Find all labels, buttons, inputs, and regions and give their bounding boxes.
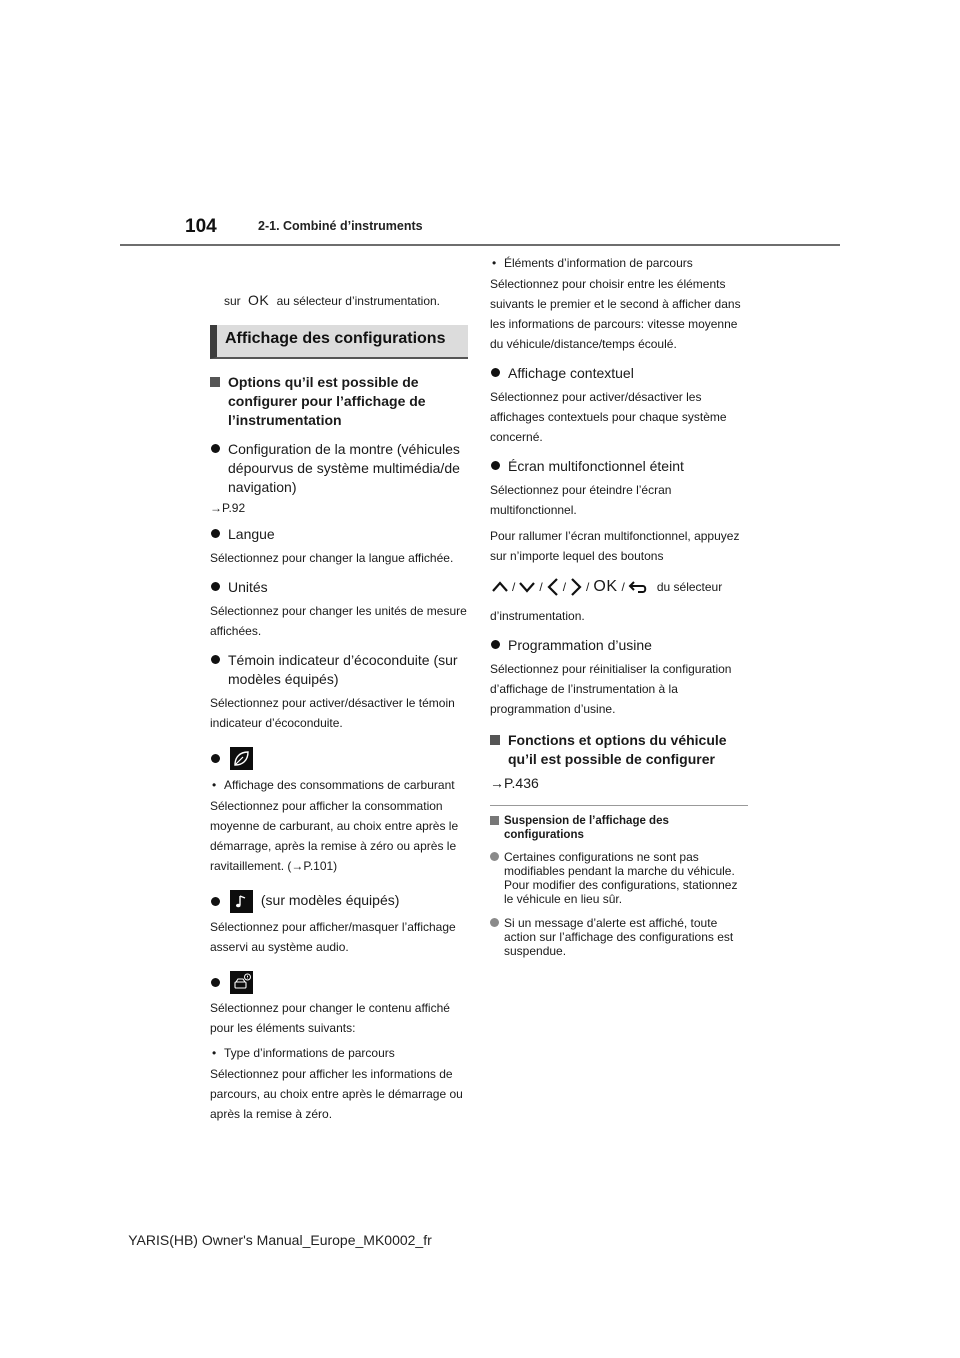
chevron-left-icon xyxy=(545,576,561,598)
options-heading: Options qu’il est possible de configurer pour l’affichage de l’instrumentation xyxy=(210,373,468,430)
fuel-sub: • Affichage des consommations de carburant xyxy=(212,778,455,792)
chevron-down-icon xyxy=(517,579,537,595)
language-text: Sélectionnez pour changer la langue affichée. xyxy=(210,551,454,565)
trip-text: Sélectionnez pour changer le contenu affiché pour les éléments suivants: xyxy=(210,1001,450,1035)
vehicle-info-icon xyxy=(230,971,253,994)
trip-type-text: Sélectionnez pour afficher les informations de parcours, au choix entre après le démarrage ou après la remise à zéro. xyxy=(210,1067,463,1121)
bullet-icon xyxy=(491,461,500,470)
bullet-icon xyxy=(211,655,220,664)
footer: YARIS(HB) Owner's Manual_Europe_MK0002_fr xyxy=(128,1232,432,1248)
bullet-icon xyxy=(491,640,500,649)
language-heading: Langue xyxy=(210,525,468,544)
chevron-right-icon xyxy=(568,576,584,598)
popup-heading: Affichage contextuel xyxy=(490,364,748,383)
trip-type-sub: • Type d’informations de parcours xyxy=(212,1046,395,1060)
suspend-note-1: Certaines configurations ne sont pas modifiables pendant la marche du véhicule. Pour modifier des configurations, stationnez le véhicule en lieu sûr. xyxy=(490,850,748,906)
music-note-icon xyxy=(230,890,253,913)
chevron-up-icon xyxy=(490,579,510,595)
bullet-icon xyxy=(211,897,220,906)
mfd-off-heading: Écran multifonctionnel éteint xyxy=(490,457,748,476)
mfd-on-end: d’instrumentation. xyxy=(490,609,585,623)
suspend-note-2: Si un message d’alerte est affiché, toute action sur l’affichage des configurations est suspendue. xyxy=(490,916,748,958)
clock-ref: →P.92 xyxy=(210,501,246,515)
fuel-icon-heading xyxy=(210,747,468,770)
notes-divider xyxy=(490,805,748,806)
leaf-icon xyxy=(230,747,253,770)
square-bullet-icon xyxy=(490,816,499,825)
section-title: 2-1. Combiné d’instruments xyxy=(258,219,423,233)
trip-items-text: Sélectionnez pour choisir entre les éléments suivants le premier et le second à afficher dans les informations de parcours: vitesse moyenne du véhicule/distance/temps écoulé. xyxy=(490,277,741,351)
left-column xyxy=(210,290,468,1124)
square-bullet-icon xyxy=(490,735,500,745)
ok-icon: OK xyxy=(248,292,270,308)
bullet-icon xyxy=(211,978,220,987)
eco-heading: Témoin indicateur d’écoconduite (sur modèles équipés) xyxy=(210,651,468,689)
bullet-icon xyxy=(211,444,220,453)
popup-text: Sélectionnez pour activer/désactiver les affichages contextuels pour chaque système concerné. xyxy=(490,390,727,444)
units-text: Sélectionnez pour changer les unités de mesure affichées. xyxy=(210,604,467,638)
eco-text: Sélectionnez pour activer/désactiver le témoin indicateur d’écoconduite. xyxy=(210,696,455,730)
bullet-icon xyxy=(490,918,499,927)
selector-buttons-row: / / / / OK / du sélecteur xyxy=(490,576,748,598)
vehicle-ref: →P.436 xyxy=(490,775,539,791)
header-rule xyxy=(120,244,840,246)
suspend-heading: Suspension de l’affichage des configurations xyxy=(490,814,748,842)
bullet-icon xyxy=(211,582,220,591)
vehicle-heading: Fonctions et options du véhicule qu’il est possible de configurer xyxy=(490,731,748,769)
back-arrow-icon xyxy=(627,579,649,595)
trip-items-sub: • Éléments d’information de parcours xyxy=(492,256,693,270)
factory-heading: Programmation d’usine xyxy=(490,636,748,655)
right-column xyxy=(490,256,748,968)
mfd-off-text: Sélectionnez pour éteindre l’écran multifonctionnel. xyxy=(490,483,672,517)
mfd-on-text: Pour rallumer l’écran multifonctionnel, appuyez sur n’importe lequel des boutons xyxy=(490,529,740,563)
ok-icon: OK xyxy=(593,578,618,595)
intro-line: sur OK au sélecteur d’instrumentation. xyxy=(224,292,441,308)
trip-icon-heading xyxy=(210,971,468,994)
bullet-icon xyxy=(491,368,500,377)
audio-heading: (sur modèles équipés) xyxy=(210,890,468,913)
audio-text: Sélectionnez pour afficher/masquer l’affichage asservi au système audio. xyxy=(210,920,456,954)
units-heading: Unités xyxy=(210,578,468,597)
page-number: 104 xyxy=(185,216,217,237)
config-section-title: Affichage des configurations xyxy=(225,330,446,347)
bullet-icon xyxy=(490,852,499,861)
fuel-text: Sélectionnez pour afficher la consommation moyenne de carburant, au choix entre après le démarrage, après la remise à zéro ou après le ravitaillement. (→P.101) xyxy=(210,799,459,873)
config-section-box xyxy=(210,325,468,359)
bullet-icon xyxy=(211,754,220,763)
factory-text: Sélectionnez pour réinitialiser la configuration d’affichage de l’instrumentation à la programmation d’usine. xyxy=(490,662,732,716)
bullet-icon xyxy=(211,529,220,538)
clock-heading: Configuration de la montre (véhicules dépourvus de système multimédia/de navigation) xyxy=(210,440,468,497)
square-bullet-icon xyxy=(210,377,220,387)
